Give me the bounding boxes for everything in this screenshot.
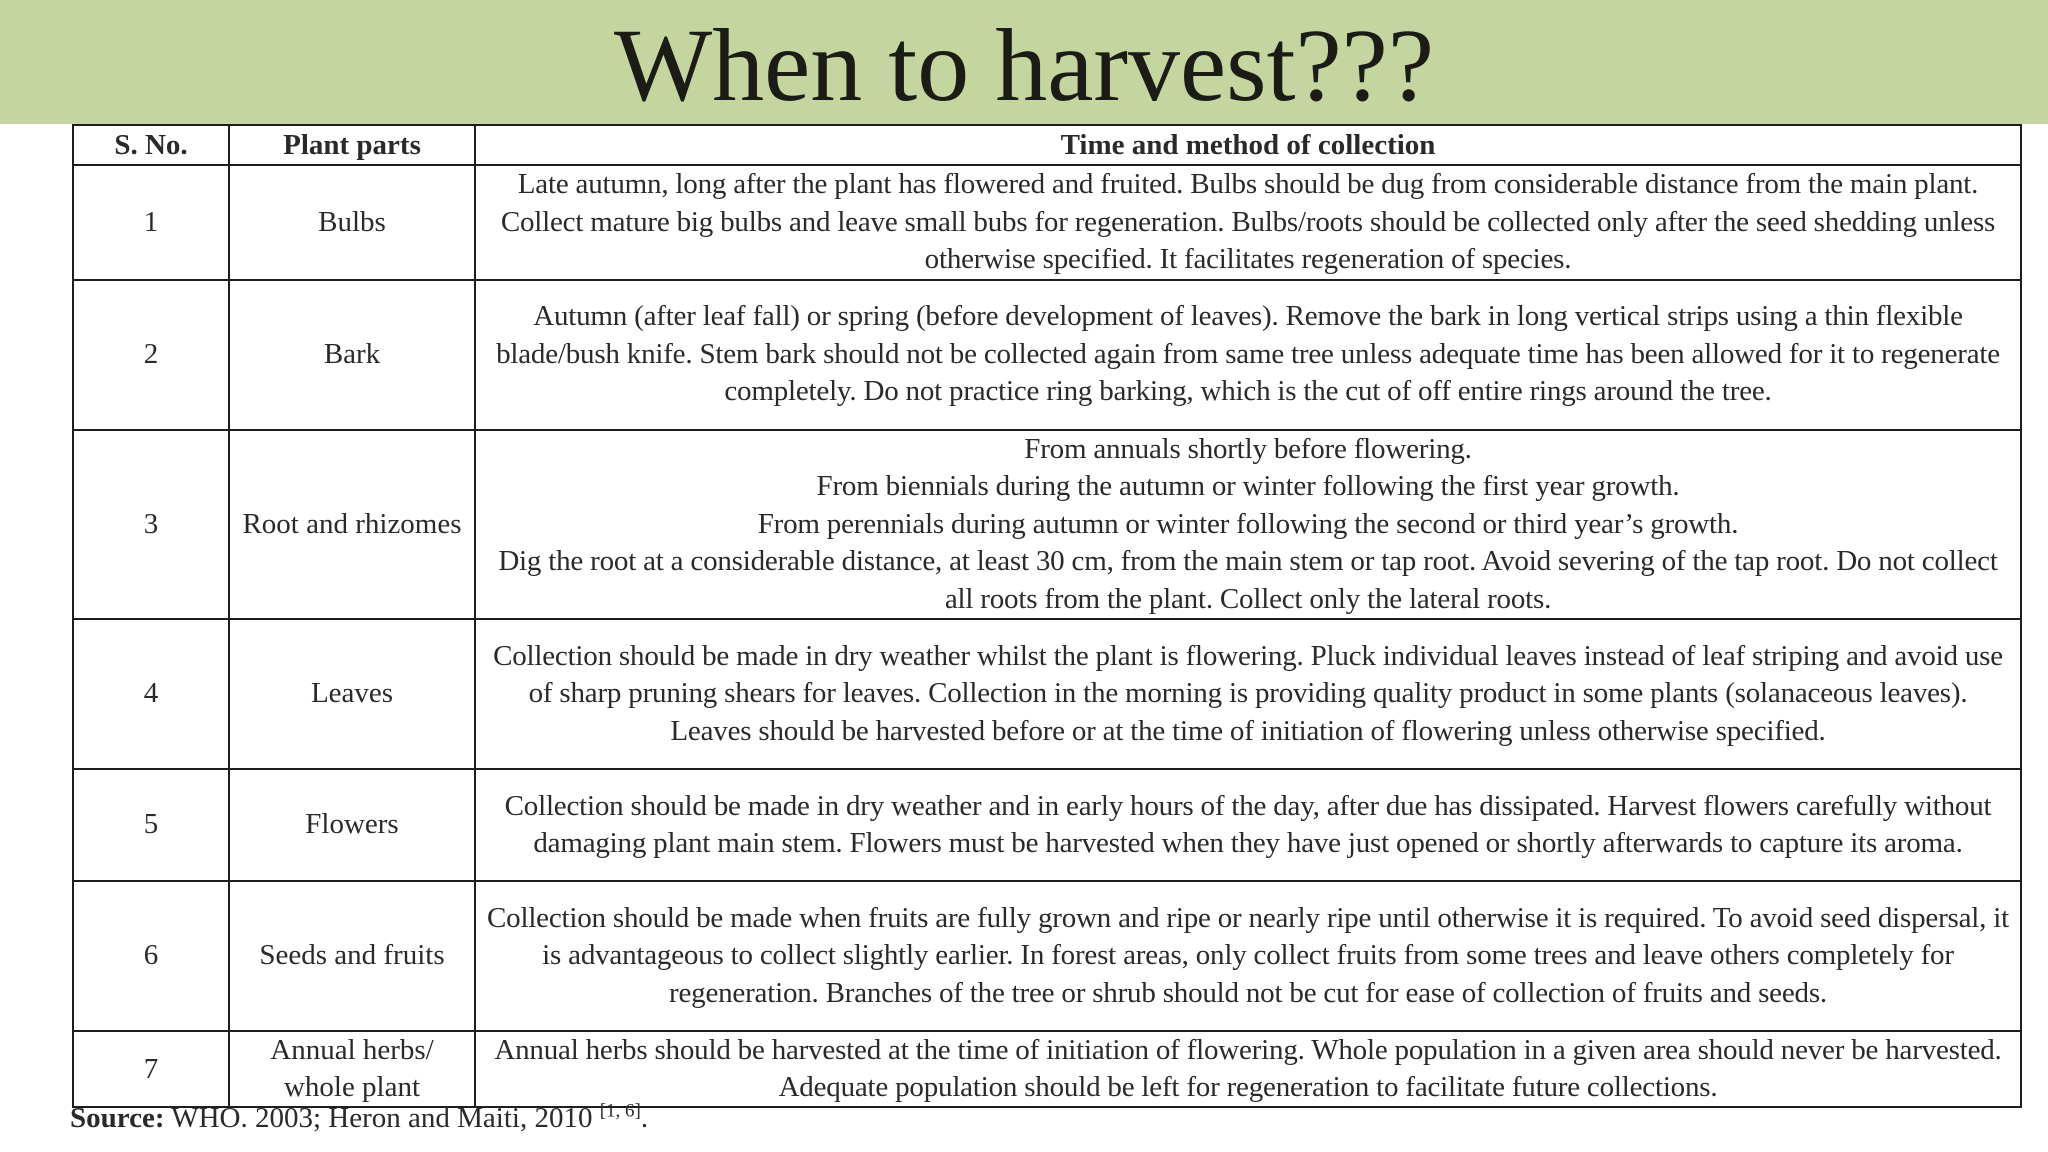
- method-line: From annuals shortly before flowering.: [1024, 432, 1472, 465]
- table-row: [73, 430, 2021, 620]
- cell-sno: 3: [73, 430, 229, 620]
- slide-title: When to harvest???: [613, 8, 1434, 123]
- table-row: [73, 280, 2021, 430]
- cell-method: Collection should be made when fruits are fully grown and ripe or nearly ripe until otherwise it is required. To avoid seed dispersal, it is advantageous to collect slightly earlier. In forest areas, only collect fruits from some trees and leave others completely for regeneration. Branches of the tree or shrub should not be cut for ease of collection of fruits and seeds.: [475, 881, 2021, 1031]
- table-row: [73, 881, 2021, 1031]
- cell-plant-part: Seeds and fruits: [229, 881, 475, 1031]
- cell-plant-part: Flowers: [229, 769, 475, 881]
- cell-plant-part: Root and rhizomes: [229, 430, 475, 620]
- cell-plant-part: Bark: [229, 280, 475, 430]
- table-row: [73, 769, 2021, 881]
- header-plant-parts: Plant parts: [229, 125, 475, 165]
- header-time-method: Time and method of collection: [475, 125, 2021, 165]
- cell-plant-part: Bulbs: [229, 165, 475, 280]
- title-bar: [0, 0, 2048, 124]
- table-row: [73, 165, 2021, 280]
- source-text: WHO. 2003; Heron and Maiti, 2010: [164, 1102, 600, 1134]
- method-line: From biennials during the autumn or winter following the first year growth.: [816, 470, 1680, 502]
- harvest-table: [72, 124, 2022, 1108]
- cell-plant-part: Annual herbs/ whole plant: [229, 1031, 475, 1107]
- table-row: [73, 1031, 2021, 1107]
- cell-method: Late autumn, long after the plant has flowered and fruited. Bulbs should be dug from considerable distance from the main plant. Collect mature big bulbs and leave small bubs for regeneration. Bulbs/roots should be collected only after the seed shedding unless otherwise specified. It facilitates regeneration of species.: [475, 165, 2021, 280]
- source-label: Source:: [70, 1102, 165, 1134]
- table-row: [73, 619, 2021, 769]
- cell-method: Autumn (after leaf fall) or spring (before development of leaves). Remove the bark in long vertical strips using a thin flexible blade/bush knife. Stem bark should not be collected again from same tree unless adequate time has been allowed for it to regenerate completely. Do not practice ring barking, which is the cut of off entire rings around the tree.: [475, 280, 2021, 430]
- cell-sno: 1: [73, 165, 229, 280]
- cell-sno: 7: [73, 1031, 229, 1107]
- source-citation: [70, 1100, 648, 1136]
- cell-method: Annual herbs should be harvested at the time of initiation of flowering. Whole population in a given area should never be harvested. Adequate population should be left for regeneration to facilitate future collections.: [475, 1031, 2021, 1107]
- cell-method: [475, 430, 2021, 620]
- table-header-row: [73, 125, 2021, 165]
- cell-sno: 2: [73, 280, 229, 430]
- cell-sno: 5: [73, 769, 229, 881]
- method-line: Dig the root at a considerable distance, at least 30 cm, from the main stem or tap root. Avoid severing of the tap root. Do not collect all roots from the plant. Collect only the lateral roots.: [498, 545, 1998, 615]
- cell-plant-part: Leaves: [229, 619, 475, 769]
- cell-method: Collection should be made in dry weather and in early hours of the day, after due has dissipated. Harvest flowers carefully without damaging plant main stem. Flowers must be harvested when they have just opened or shortly afterwards to capture its aroma.: [475, 769, 2021, 881]
- source-refs: [1, 6]: [599, 1100, 641, 1122]
- source-end: .: [640, 1102, 649, 1134]
- cell-sno: 6: [73, 881, 229, 1031]
- cell-sno: 4: [73, 619, 229, 769]
- header-sno: S. No.: [73, 125, 229, 165]
- method-line: From perennials during autumn or winter following the second or third year’s growth.: [757, 507, 1739, 540]
- cell-method: Collection should be made in dry weather whilst the plant is flowering. Pluck individual leaves instead of leaf striping and avoid use of sharp pruning shears for leaves. Collection in the morning is providing quality product in some plants (solanaceous leaves). Leaves should be harvested before or at the time of initiation of flowering unless otherwise specified.: [475, 619, 2021, 769]
